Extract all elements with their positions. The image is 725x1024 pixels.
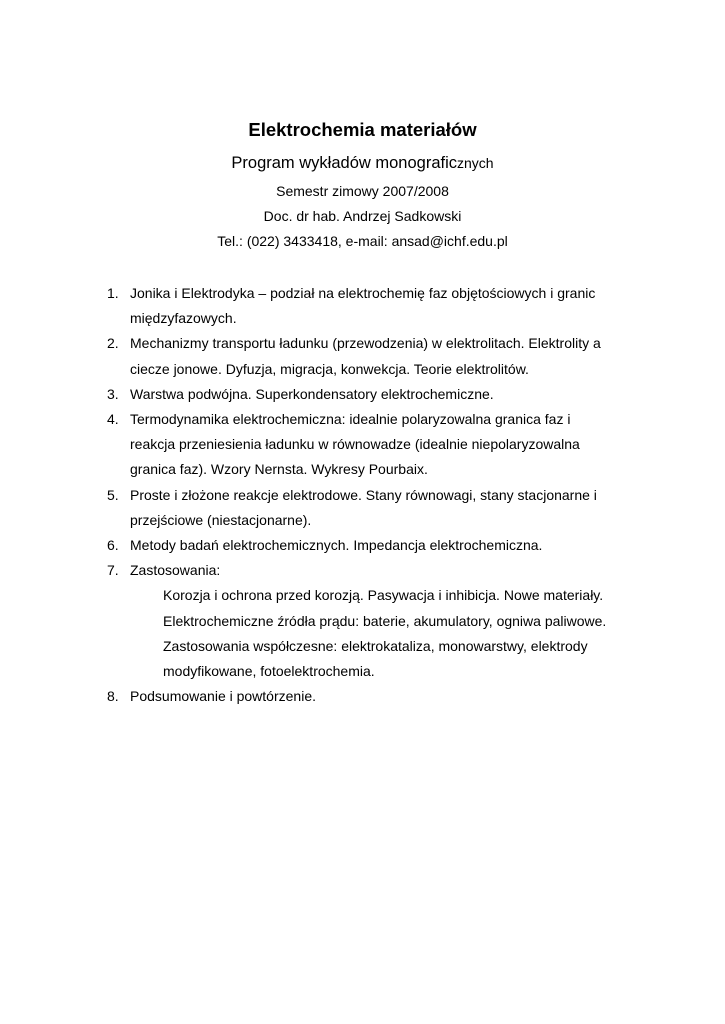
topic-subline: modyfikowane, fotoelektrochemia. <box>163 663 375 680</box>
topic-item-4 <box>107 407 667 483</box>
topic-line: granica faz). Wzory Nernsta. Wykresy Pourbaix. <box>130 461 428 478</box>
topic-line: międzyfazowych. <box>130 310 237 327</box>
topic-line: Proste i złożone reakcje elektrodowe. Stany równowagi, stany stacjonarne i <box>130 486 597 503</box>
topic-list <box>107 281 667 709</box>
topic-line: Termodynamika elektrochemiczna: idealnie polaryzowalna granica faz i <box>130 411 571 428</box>
topic-item-7 <box>107 558 667 684</box>
subtitle-main: Program wykładów monografic <box>231 154 457 172</box>
topic-line: przejściowe (niestacjonarne). <box>130 511 312 528</box>
topic-line: ciecze jonowe. Dyfuzja, migracja, konwekcja. Teorie elektrolitów. <box>130 360 529 377</box>
topic-number: 7. <box>107 562 119 579</box>
topic-subline: Korozja i ochrona przed korozją. Pasywacja i inhibicja. Nowe materiały. <box>163 587 604 604</box>
topic-item-1 <box>107 281 667 331</box>
topic-item-8 <box>107 684 667 709</box>
author-line: Doc. dr hab. Andrzej Sadkowski <box>263 208 462 224</box>
topic-line: Mechanizmy transportu ładunku (przewodzenia) w elektrolitach. Elektrolity a <box>130 335 601 352</box>
document-title: Elektrochemia materiałów <box>248 119 477 140</box>
subtitle-tail: znych <box>457 155 494 171</box>
document-subtitle <box>0 152 725 174</box>
topic-subline: Zastosowania współczesne: elektrokataliza, monowarstwy, elektrody <box>163 637 588 654</box>
topic-number: 6. <box>107 537 119 554</box>
topic-number: 8. <box>107 688 119 705</box>
topic-line: Zastosowania: <box>130 562 221 579</box>
topic-item-5 <box>107 483 667 533</box>
topic-subline: Elektrochemiczne źródła prądu: baterie, akumulatory, ogniwa paliwowe. <box>163 612 607 629</box>
contact-line: Tel.: (022) 3433418, e-mail: ansad@ichf.edu.pl <box>217 233 508 249</box>
topic-item-3 <box>107 382 667 407</box>
topic-number: 5. <box>107 486 119 503</box>
topic-number: 4. <box>107 411 119 428</box>
topic-number: 3. <box>107 385 119 402</box>
topic-item-6 <box>107 533 667 558</box>
semester-line: Semestr zimowy 2007/2008 <box>276 183 449 199</box>
topic-line: Warstwa podwójna. Superkondensatory elektrochemiczne. <box>130 385 494 402</box>
topic-number: 2. <box>107 335 119 352</box>
topic-line: Jonika i Elektrodyka – podział na elektrochemię faz objętościowych i granic <box>130 285 596 301</box>
topic-line: Podsumowanie i powtórzenie. <box>130 688 316 705</box>
topic-line: reakcja przeniesienia ładunku w równowadze (idealnie niepolaryzowalna <box>130 436 580 453</box>
topic-line: Metody badań elektrochemicznych. Impedancja elektrochemiczna. <box>130 537 543 554</box>
topic-item-2 <box>107 331 667 381</box>
topic-number: 1. <box>107 285 119 301</box>
